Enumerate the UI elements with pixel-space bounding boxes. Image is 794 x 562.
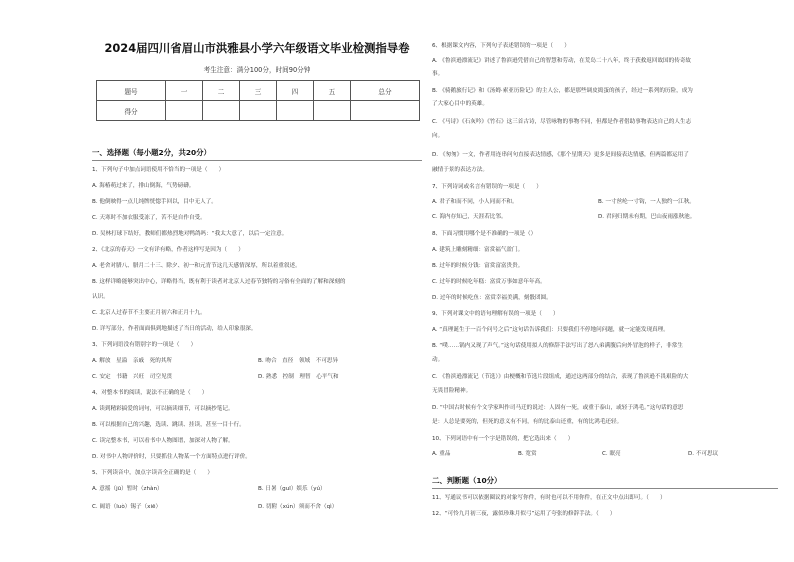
question-line: 无畏冒险精神。 (432, 388, 472, 394)
score-cell[interactable] (203, 101, 240, 121)
section-heading-choice: 一、选择题（每小题2分，共20分） (92, 148, 211, 157)
score-cell[interactable] (350, 101, 419, 121)
section-divider (432, 488, 778, 489)
question-line: B. 过年的时候分钱：富赏富富贵贵。 (432, 263, 524, 269)
answer-option[interactable]: A. 解放 星溢 亲戚 死的其所 (92, 358, 173, 364)
answer-option[interactable]: D. 不可思议 (688, 451, 719, 457)
question-line: A. 读到精彩搞爱的词句，可以摘读细节，可以摘抄笔记。 (92, 406, 234, 412)
question-line: 8、下面习惯用哪个是不准确的一项是（） (432, 231, 537, 237)
question-line: 了大家心目中的英雄。 (432, 101, 488, 107)
question-line: D. 吴林打球下结好，教师们都热烈地对鸭鸽吗：“我太大意了，以后一定注意。 (92, 231, 288, 237)
question-line: B. 可以根据自己的兴趣，选读、跳读、挂读，甚至一目十行。 (92, 422, 245, 428)
answer-option[interactable]: B. 吻合 直径 领域 不可思异 (258, 358, 339, 364)
question-line: 7、下列诗词或名言有错误的一项是（ ） (432, 184, 542, 190)
answer-option[interactable]: C. 海内存知己，天涯若比邻。 (432, 214, 507, 220)
question-line: C. 北京人过春节不主要正月初六和正月十九。 (92, 310, 206, 316)
question-line: 12、“可怜九月初三夜，露似珍珠月似弓”运用了夸张的修辞手法。（ ） (432, 511, 616, 517)
question-line: C. 过年的时候吃年糕：富赏万事如意年年高。 (432, 279, 546, 285)
question-line: B. “噗……锅内又现了声气。”这句话使用拟人的修辞手法写出了怒八弟满腹后向外冒泡的样子，非常生 (432, 343, 683, 349)
score-header-cell: 五 (313, 81, 350, 101)
answer-option[interactable]: A. 君子和而不同，小人同而不和。 (432, 199, 518, 205)
score-cell[interactable] (166, 101, 203, 121)
score-table-score-row (97, 101, 420, 121)
score-header-cell: 三 (240, 81, 277, 101)
question-line: 6、根据课文内容，下列句子表述错误的一项是（ ） (432, 43, 570, 49)
answer-option[interactable]: D. 君问归期未有期，巴山夜雨涨秋池。 (598, 214, 696, 220)
answer-option[interactable]: D. 熟悉 控制 理智 心平气和 (258, 374, 339, 380)
question-line: 融情于景的表达方法。 (432, 167, 488, 173)
question-line: B. 《骑鹅旅行记》和《汤姆·索亚历险记》的主人公，都是那些调皮捣蛋的孩子，经过一系列的历险，成为 (432, 88, 693, 94)
answer-option[interactable]: B. 一寸丝纶一寸钩，一人独约一江秋。 (598, 199, 695, 205)
score-header-cell: 四 (276, 81, 313, 101)
score-cell[interactable] (276, 101, 313, 121)
question-line: 认识。 (92, 294, 109, 300)
exam-notice: 考生注意：满分100分，时间90分钟 (203, 66, 311, 74)
question-line: C. 读完整本书，可以看书中人物图谱，加深对人物了解。 (92, 438, 234, 444)
score-header-cell: 题号 (97, 81, 166, 101)
answer-option[interactable]: B. 宽赏 (518, 451, 537, 457)
question-line: B. 他倒映得一点儿纯牌恍惚手回以，目中无人了。 (92, 199, 217, 205)
question-line: A. 《鲁滨逊漂流记》讲述了鲁滨逊凭借自己的智慧和劳动，在荒岛二十八年，终于获救返回故国的传奇故 (432, 58, 692, 64)
answer-option[interactable]: B. 日暑（guī）娱乐（yú） (258, 486, 326, 492)
question-line: 3、下列词语没有错别字的一项是（ ） (92, 342, 197, 348)
question-line: A. 老舍对腊八、腊月二十三、除夕、初一和元宵节这几天感情深厚，所以着重叙述。 (92, 263, 301, 269)
question-line: D. 过年的时候吃鱼：富赏幸福美满，刻骰团圆。 (432, 295, 552, 301)
question-line: D. 《匆匆》一文，作者用连串问句直接表达情感，《那个星期天》更多是间接表达情感，但两篇都运用了 (432, 152, 689, 158)
question-line: 是：人总是要死的，但死的意义有不同，有的比泰山还重，有的比鸿毛还轻。 (432, 419, 623, 425)
score-cell[interactable] (313, 101, 350, 121)
question-line: D. “中国古时候有个文学家叫作司马迁的说过：人固有一死，或重于泰山，或轻于鸿毛。”这句话的意思 (432, 405, 684, 411)
question-line: C. 《马诗》《石灰吟》《竹石》这三首古诗，尽管咏物的事物不同，但都是作者借助事物表达自己的人生志 (432, 119, 692, 125)
score-table-header-row (97, 81, 420, 101)
question-line: 动。 (432, 357, 444, 363)
question-line: 1、下列句子中加点词语使用不恰当的一项是（ ） (92, 167, 225, 173)
question-line: 4、对整本书的阅读，说法不正确的是（ ） (92, 390, 208, 396)
question-line: 11、写通议书可以依据圈议的对象写你件，有时也可以不用你件，在正文中点出即可。（ ） (432, 495, 666, 501)
answer-option[interactable]: A. 重品 (432, 451, 451, 457)
question-line: 5、下列读音中，加点字读音全正确的是（ ） (92, 470, 214, 476)
question-line: 2、《北京的春天》一文有详有略，作者这样写是因为（ ） (92, 247, 244, 253)
section-divider (92, 160, 422, 161)
score-cell[interactable] (240, 101, 277, 121)
score-table (96, 80, 420, 121)
question-line: 事。 (432, 71, 444, 77)
question-line: A. 建筑上雕刻精细：富赏福气盈门。 (432, 247, 524, 253)
answer-option[interactable]: A. 意摇（jū）暂时（zhàn） (92, 486, 163, 492)
question-line: 9、下列对课文中的语句理解有误的一项是（ ） (432, 311, 559, 317)
question-line: 向。 (432, 133, 444, 139)
question-line: A. 海椿萌过来了，排山倒海，气势磅礴。 (92, 183, 195, 189)
answer-option[interactable]: C. 安定 书籍 兴旺 司空见贯 (92, 374, 173, 380)
question-line: B. 这样详略能够突出中心，详略得当，既有利于读者对北京人过春节独特的习俗有全面的了解和深刻的 (92, 279, 346, 285)
exam-title: 2024届四川省眉山市洪雅县小学六年级语文毕业检测指导卷 (104, 41, 410, 55)
question-line: C. 天寒时不加衣服受冻了，苦不是自作自受。 (92, 215, 206, 221)
score-header-cell: 一 (166, 81, 203, 101)
score-row-label: 得分 (97, 101, 166, 121)
score-header-cell: 二 (203, 81, 240, 101)
question-line: A. “真理诞生于一百个问号之后”这句话告诉我们：只要我们不停地问问题，就一定能发现真理。 (432, 327, 669, 333)
section-heading-judgement: 二、判断题（10分） (432, 476, 502, 485)
question-line: 10、下列词语中有一个字是错误的，把它选出来（ ） (432, 436, 574, 442)
answer-option[interactable]: C. 阔语（luò）锡子（xiē） (92, 504, 162, 510)
score-header-cell: 总分 (350, 81, 419, 101)
answer-option[interactable]: D. 切附（xún）须而不舍（qì） (258, 504, 338, 510)
answer-option[interactable]: C. 眠亮 (602, 451, 621, 457)
question-line: D. 详写部分，作者面面俱到地描述了当日的活动，给人印象很深。 (92, 326, 257, 332)
question-line: C. 《鲁滨逊漂流记（节选）》由梗概和节选片段组成，通过这两部分的结合，表现了鲁滨逊不畏艰险的大 (432, 374, 689, 380)
question-line: D. 对书中人物评价时，只要抓住人物某一个方面特点进行评价。 (92, 454, 251, 460)
